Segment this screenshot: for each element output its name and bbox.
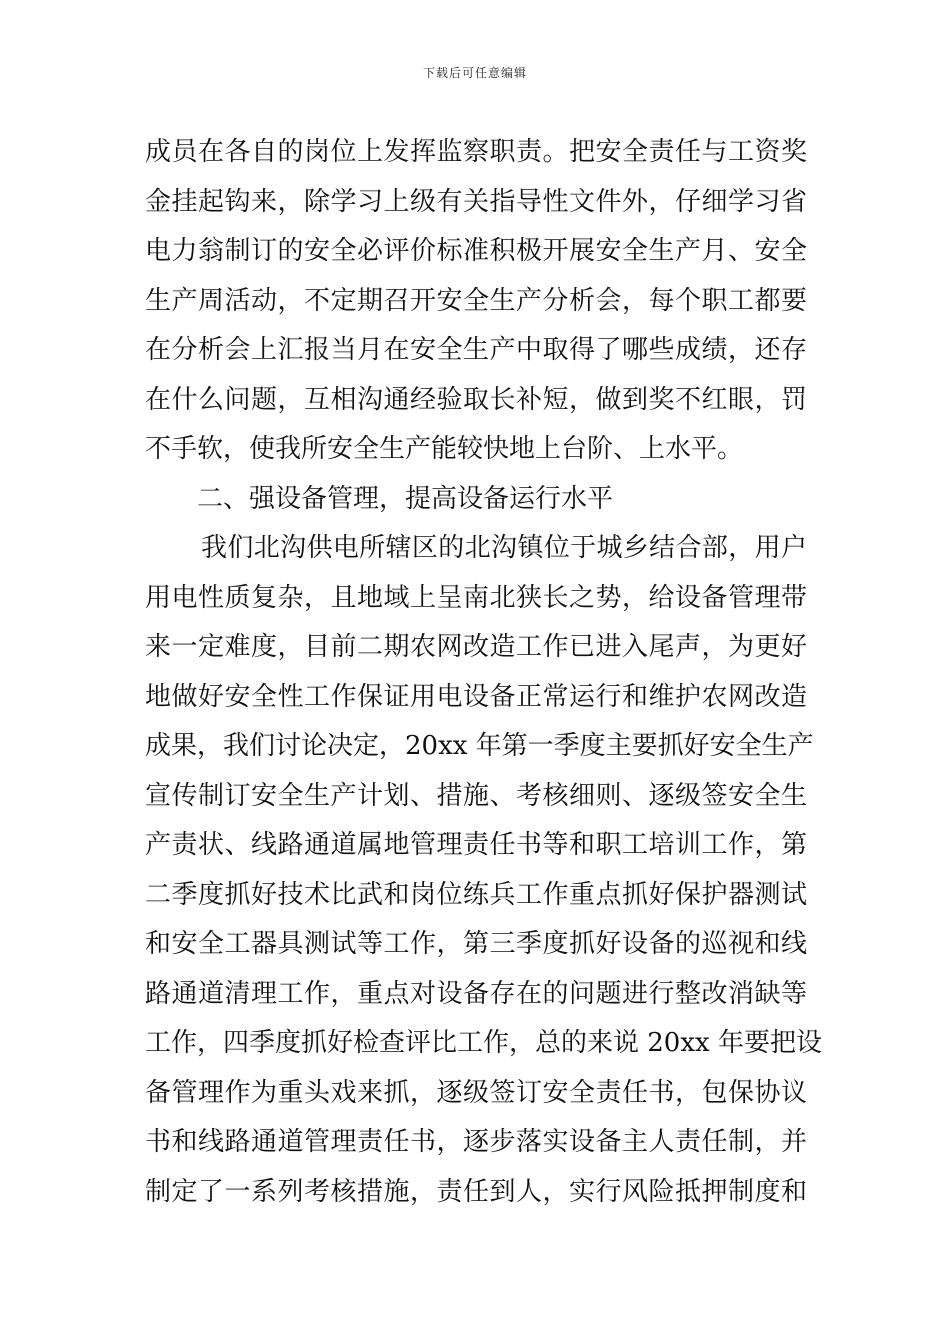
text-line: 用电性质复杂，且地域上呈南北狭长之势，给设备管理带	[145, 582, 807, 613]
text-line: 二季度抓好技术比武和岗位练兵工作重点抓好保护器测试	[145, 879, 807, 910]
text-line: 地做好安全性工作保证用电设备正常运行和维护农网改造	[145, 681, 807, 712]
text-line: 电力翁制订的安全必评价标准积极开展安全生产月、安全	[145, 236, 807, 266]
text-line: 备管理作为重头戏来抓，逐级签订安全责任书，包保协议	[145, 1077, 807, 1108]
text-line: 在分析会上汇报当月在安全生产中取得了哪些成绩，还存	[145, 335, 807, 365]
text-line: 产责状、线路通道属地管理责任书等和职工培训工作，第	[145, 830, 807, 860]
section-heading: 二、强设备管理，提高设备运行水平	[197, 483, 614, 514]
document-body	[145, 128, 822, 1217]
text-line: 我们北沟供电所辖区的北沟镇位于城乡结合部，用户	[201, 533, 807, 563]
text-line: 来一定难度，目前二期农网改造工作已进入尾声，为更好	[145, 632, 807, 662]
paragraph-1	[145, 128, 807, 475]
text-line: 工作，四季度抓好检查评比工作，总的来说 20xx 年要把设	[145, 1028, 822, 1058]
text-line: 在什么问题，互相沟通经验取长补短，做到奖不红眼，罚	[145, 384, 807, 415]
text-line: 金挂起钩来，除学习上级有关指导性文件外，仔细学习省	[145, 186, 807, 217]
text-line: 不手软，使我所安全生产能较快地上台阶、上水平。	[145, 434, 744, 464]
paragraph-2	[145, 524, 822, 1217]
text-line: 和安全工器具测试等工作，第三季度抓好设备的巡视和线	[145, 929, 807, 959]
text-line: 制定了一系列考核措施，责任到人，实行风险抵押制度和	[145, 1176, 807, 1207]
text-line: 书和线路通道管理责任书，逐步落实设备主人责任制，并	[145, 1127, 807, 1157]
text-line: 路通道清理工作，重点对设备存在的问题进行整改消缺等	[145, 978, 807, 1009]
text-line: 生产周活动，不定期召开安全生产分析会，每个职工都要	[145, 285, 807, 316]
text-line: 成员在各自的岗位上发挥监察职责。把安全责任与工资奖	[145, 137, 807, 167]
text-line: 成果，我们讨论决定，20xx 年第一季度主要抓好安全生产	[145, 731, 814, 761]
text-line: 宣传制订安全生产计划、措施、考核细则、逐级签安全生	[145, 780, 807, 811]
page-header-note: 下载后可任意编辑	[422, 66, 527, 80]
